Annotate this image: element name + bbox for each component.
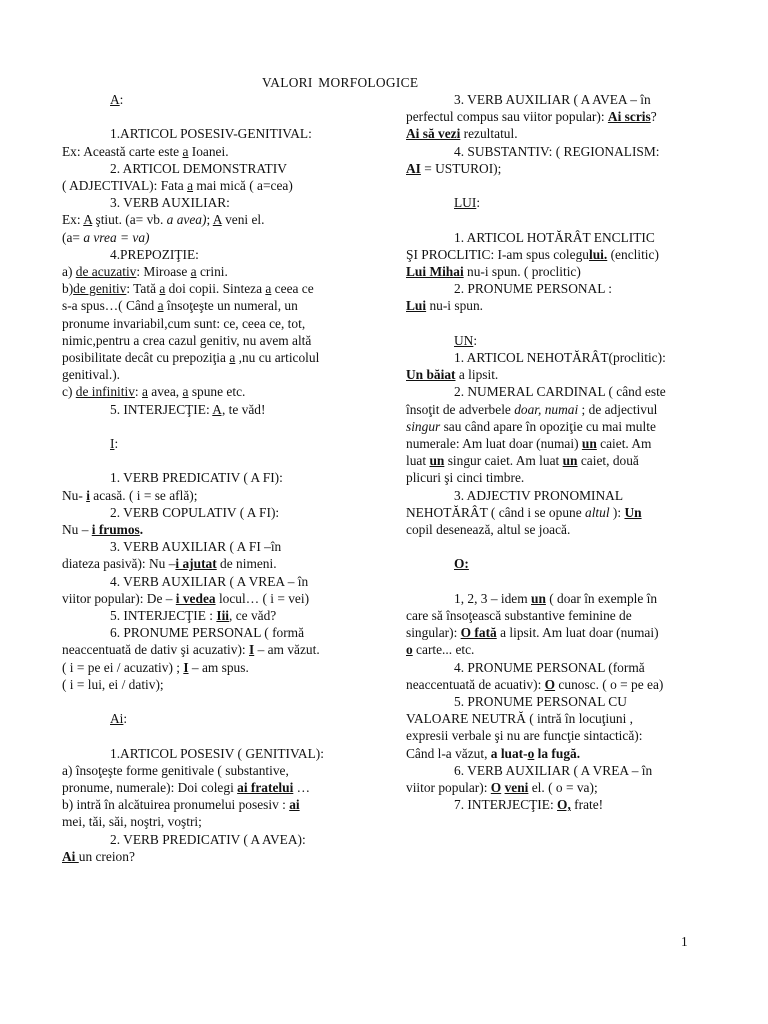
i-item-1-example: Nu- i acasă. ( i = se află); <box>62 487 198 503</box>
i-item-4-example: viitor popular): De – i vedea locul… ( i = vei) <box>62 590 310 606</box>
a-item-3: 3. VERB AUXILIAR: <box>110 195 230 211</box>
a-item-4b-3: pronume invariabil,cum sunt: ce, ceea ce, tot, <box>62 315 306 331</box>
o-item-7: 7. INTERJECŢIE: O, frate! <box>454 797 604 813</box>
ai-item-1a: a) însoţeşte forme genitivale ( substantive, <box>62 762 289 778</box>
ai-item-1b-2: mei, tăi, săi, noştri, voştri; <box>62 814 202 830</box>
heading-a <box>62 91 380 108</box>
un-item-2-f: plicuri şi cinci timbre. <box>406 470 525 486</box>
a-item-4b-5: posibilitate decât cu prepoziţia a ,nu cu articolul <box>62 350 320 366</box>
i-item-6-d: ( i = lui, ei / dativ); <box>62 676 164 692</box>
un-item-2-e: luat un singur caiet. Am luat un caiet, două <box>406 453 639 469</box>
un-item-2-b: însoţit de adverbele doar, numai ; de adjectivul <box>406 401 658 417</box>
o-item-5-d: Când l-a văzut, a luat-o la fugă. <box>406 745 581 761</box>
o-item-5-c: expresii verbale şi nu are funcţie sintactică): <box>406 728 643 744</box>
un-item-2-d: numerale: Am luat doar (numai) un caiet. Am <box>406 436 652 452</box>
heading-o: O: <box>454 556 469 572</box>
un-item-3-b: NEHOTĂRÂT ( când i se opune altul ): Un <box>406 504 642 520</box>
a-item-4b-6: genitival.). <box>62 367 121 383</box>
o-item-6: 6. VERB AUXILIAR ( A VREA – în <box>454 762 653 778</box>
heading-ai: Ai: <box>110 711 128 727</box>
i-item-3: 3. VERB AUXILIAR ( A FI –în <box>110 539 282 555</box>
o-item-1: 1, 2, 3 – idem un ( doar în exemple în <box>454 590 658 606</box>
i-item-6: 6. PRONUME PERSONAL ( formă <box>110 625 305 641</box>
un-item-2: 2. NUMERAL CARDINAL ( când este <box>454 384 666 400</box>
a-item-4c: c) de infinitiv: a avea, a spune etc. <box>62 384 246 400</box>
o-item-4-b: neaccentuată de acuativ): O cunosc. ( o = pe ea) <box>406 676 664 692</box>
lui-item-2-b: Lui nu-i spun. <box>406 298 484 314</box>
ai-item-1a-2: pronume, numerale): Doi colegi ai fratelui … <box>62 780 311 796</box>
a-item-5: 5. INTERJECŢIE: A, te văd! <box>110 401 266 417</box>
a-item-1: 1.ARTICOL POSESIV-GENITIVAL: <box>110 126 312 142</box>
heading-i: I: <box>110 436 119 452</box>
i-item-6-b: neaccentuată de dativ şi acuzativ): I – am văzut. <box>62 642 320 658</box>
un-item-1-b: Un băiat a lipsit. <box>406 367 499 383</box>
o-item-1-c: singular): O fată a lipsit. Am luat doar (numai) <box>406 625 659 641</box>
o-item-1-d: o carte... etc. <box>406 642 475 658</box>
i-item-4: 4. VERB AUXILIAR ( A VREA – în <box>110 573 309 589</box>
i-item-5: 5. INTERJECŢIE : Iii, ce văd? <box>110 608 277 624</box>
o-item-4: 4. PRONUME PERSONAL (formă <box>454 659 645 675</box>
lui-item-2: 2. PRONUME PERSONAL : <box>454 281 612 297</box>
ai-item-1b: b) intră în alcătuirea pronumelui posesiv : ai <box>62 797 300 813</box>
lui-item-1-b: ŞI PROCLITIC: I-am spus colegului. (enclitic) <box>406 246 659 262</box>
ai-item-1: 1.ARTICOL POSESIV ( GENITIVAL): <box>110 745 324 761</box>
i-item-1: 1. VERB PREDICATIV ( A FI): <box>110 470 283 486</box>
ai-item-4-b: AI = USTUROI); <box>406 160 502 176</box>
i-item-6-c: ( i = pe ei / acuzativ) ; I – am spus. <box>62 659 249 675</box>
right-column <box>406 91 726 813</box>
ai-item-3-c: Ai să vezi rezultatul. <box>406 126 518 142</box>
a-item-4b: b)de genitiv: Tată a doi copii. Sinteza a ceea ce <box>62 281 314 297</box>
ai-item-2: 2. VERB PREDICATIV ( A AVEA): <box>110 831 306 847</box>
a-item-3-example: Ex: A ştiut. (a= vb. a avea); A veni el. <box>62 212 265 228</box>
heading-a-colon: : <box>119 92 124 107</box>
a-item-4: 4.PREPOZIŢIE: <box>110 246 199 262</box>
un-item-2-c: singur sau când apare în opoziţie cu mai multe <box>406 418 656 434</box>
left-column <box>62 91 380 865</box>
o-item-6-b: viitor popular): O veni el. ( o = va); <box>406 780 598 796</box>
i-item-2: 2. VERB COPULATIV ( A FI): <box>110 504 280 520</box>
i-item-3-example: diateza pasivă): Nu –i ajutat de nimeni. <box>62 556 277 572</box>
un-item-3: 3. ADJECTIV PRONOMINAL <box>454 487 624 503</box>
o-item-1-b: care să însoţească substantive feminine de <box>406 608 632 624</box>
ai-item-3-b: perfectul compus sau viitor popular): Ai scris? <box>406 109 657 125</box>
i-item-2-example: Nu – i frumos. <box>62 522 144 538</box>
un-item-1: 1. ARTICOL NEHOTĂRÂT(proclitic): <box>454 350 666 365</box>
ai-item-4: 4. SUBSTANTIV: ( REGIONALISM: <box>454 143 660 159</box>
lui-item-1-c: Lui Mihai nu-i spun. ( proclitic) <box>406 264 581 279</box>
a-item-2: 2. ARTICOL DEMONSTRATIV <box>110 160 287 176</box>
heading-a-text: A <box>110 92 120 107</box>
o-item-5-b: VALOARE NEUTRĂ ( intră în locuţiuni , <box>406 711 633 727</box>
heading-un: UN: <box>454 332 478 348</box>
lui-item-1: 1. ARTICOL HOTĂRÂT ENCLITIC <box>454 229 655 245</box>
a-item-4b-2: s-a spus…( Când a însoţeşte un numeral, un <box>62 298 298 314</box>
page-number: 1 <box>681 934 688 949</box>
a-item-4a: a) de acuzativ: Miroase a crini. <box>62 264 228 280</box>
ai-item-3: 3. VERB AUXILIAR ( A AVEA – în <box>454 92 651 107</box>
a-item-4b-4: nimic,pentru a crea cazul genitiv, nu avem altă <box>62 332 312 348</box>
un-item-3-c: copil desenează, altul se joacă. <box>406 522 571 538</box>
o-item-5: 5. PRONUME PERSONAL CU <box>454 694 627 710</box>
heading-lui: LUI: <box>454 195 481 211</box>
ai-item-2-example: Ai un creion? <box>62 848 135 864</box>
page-title: VALORI MORFOLOGICE <box>262 75 419 90</box>
a-item-3-eq: (a= a vrea = va) <box>62 229 150 245</box>
a-item-1-example: Ex: Această carte este a Ioanei. <box>62 143 229 159</box>
a-item-2-cont: ( ADJECTIVAL): Fata a mai mică ( a=cea) <box>62 178 293 193</box>
